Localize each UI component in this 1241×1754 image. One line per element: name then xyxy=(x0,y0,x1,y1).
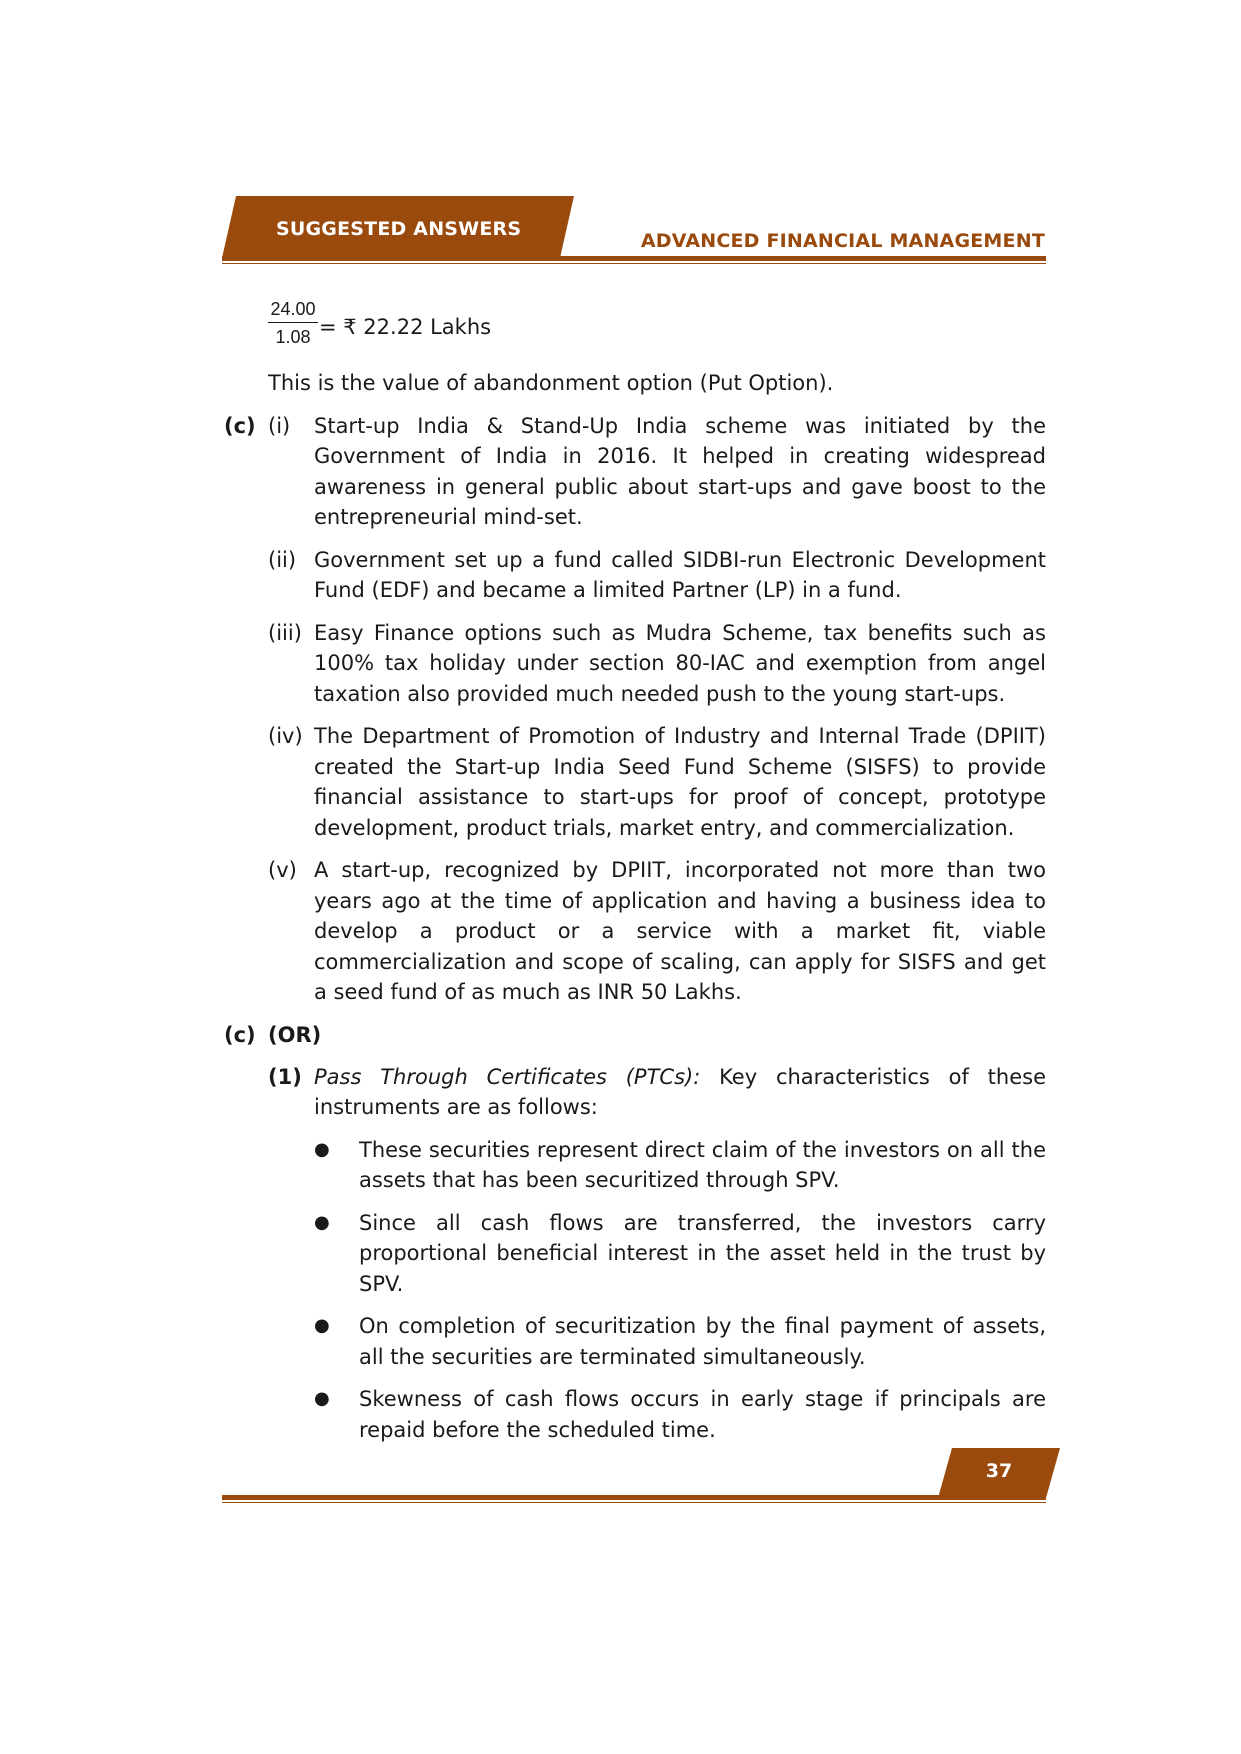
bullet-icon: ● xyxy=(314,1138,330,1160)
header-right-title: ADVANCED FINANCIAL MANAGEMENT xyxy=(640,230,1045,252)
calculation-result: = ₹ 22.22 Lakhs xyxy=(319,315,492,339)
section-c-or xyxy=(222,1020,1046,1446)
abandonment-note: This is the value of abandonment option (Put Option). xyxy=(268,371,834,395)
bullet-text: These securities represent direct claim of the investors on all the assets that has been securitized through SPV. xyxy=(359,1137,1046,1192)
header-left-title: SUGGESTED ANSWERS xyxy=(276,218,522,240)
bullet-icon: ● xyxy=(314,1388,330,1409)
list-item xyxy=(222,855,1046,1008)
calculation xyxy=(268,296,1046,356)
item-number: (ii) xyxy=(268,547,297,572)
footer-rule xyxy=(222,1495,1046,1500)
item-text: Start-up India & Stand-Up India scheme was initiated by the Government of India in 2016. It helped in creating widespread awareness in general public about start-ups and gave boost to the entrepreneurial mind-set. xyxy=(314,413,1046,529)
list-item xyxy=(222,618,1046,710)
page-content xyxy=(222,296,1046,1457)
bullet-item xyxy=(222,1208,1046,1300)
bullet-item xyxy=(222,1135,1046,1196)
sub-item-number: (1) xyxy=(268,1064,302,1089)
bullet-icon: ● xyxy=(314,1211,330,1233)
sub-item-title: Pass Through Certificates (PTCs): xyxy=(314,1064,701,1089)
item-number: (i) xyxy=(268,413,291,438)
fraction-denominator: 1.08 xyxy=(275,327,311,347)
item-text: A start-up, recognized by DPIIT, incorporated not more than two years ago at the time of application and having a business idea to develop a product or a service with a market fit, viable commercialization and scope of scaling, can apply for SISFS and get a seed fund of as much as INR 50 Lakhs. xyxy=(314,858,1046,1004)
footer-rule-thin xyxy=(222,1502,1046,1503)
sub-item-text: Key characteristics of these instruments are as follows: xyxy=(314,1064,1046,1119)
bullet-text: Since all cash flows are transferred, the investors carry proportional beneficial interest in the asset held in the trust by SPV. xyxy=(359,1210,1046,1296)
list-item xyxy=(222,721,1046,843)
or-heading xyxy=(222,1020,1046,1050)
section-c xyxy=(222,411,1046,1008)
bullet-text: Skewness of cash flows occurs in early stage if principals are repaid before the scheduled time. xyxy=(359,1387,1046,1442)
section-label: (c) xyxy=(224,413,256,438)
list-item xyxy=(222,411,1046,533)
item-text: Government set up a fund called SIDBI-run Electronic Development Fund (EDF) and became a limited Partner (LP) in a fund. xyxy=(314,547,1046,602)
item-text: Easy Finance options such as Mudra Scheme, tax benefits such as 100% tax holiday under section 80-IAC and exemption from angel taxation also provided much needed push to the young start-ups. xyxy=(314,620,1046,706)
header-rule-thin xyxy=(222,263,1046,264)
bullet-list xyxy=(222,1135,1046,1446)
bullet-item xyxy=(222,1311,1046,1372)
section-label: (c) xyxy=(224,1022,256,1047)
fraction xyxy=(268,296,318,351)
item-number: (v) xyxy=(268,858,297,882)
page-number: 37 xyxy=(985,1460,1013,1482)
list-item xyxy=(222,545,1046,606)
item-text: The Department of Promotion of Industry and Internal Trade (DPIIT) created the Start-up India Seed Fund Scheme (SISFS) to provide financial assistance to start-ups for proof of concept, prototype development, product trials, market entry, and commercialization. xyxy=(314,724,1046,840)
item-number: (iv) xyxy=(268,724,303,748)
item-number: (iii) xyxy=(268,620,302,645)
bullet-icon: ● xyxy=(314,1315,330,1336)
sub-item-ptc xyxy=(222,1062,1046,1123)
or-label: (OR) xyxy=(268,1022,322,1047)
fraction-numerator: 24.00 xyxy=(268,296,318,323)
bullet-text: On completion of securitization by the final payment of assets, all the securities are terminated simultaneously. xyxy=(359,1314,1046,1369)
header-rule xyxy=(222,256,1046,261)
bullet-item xyxy=(222,1384,1046,1445)
